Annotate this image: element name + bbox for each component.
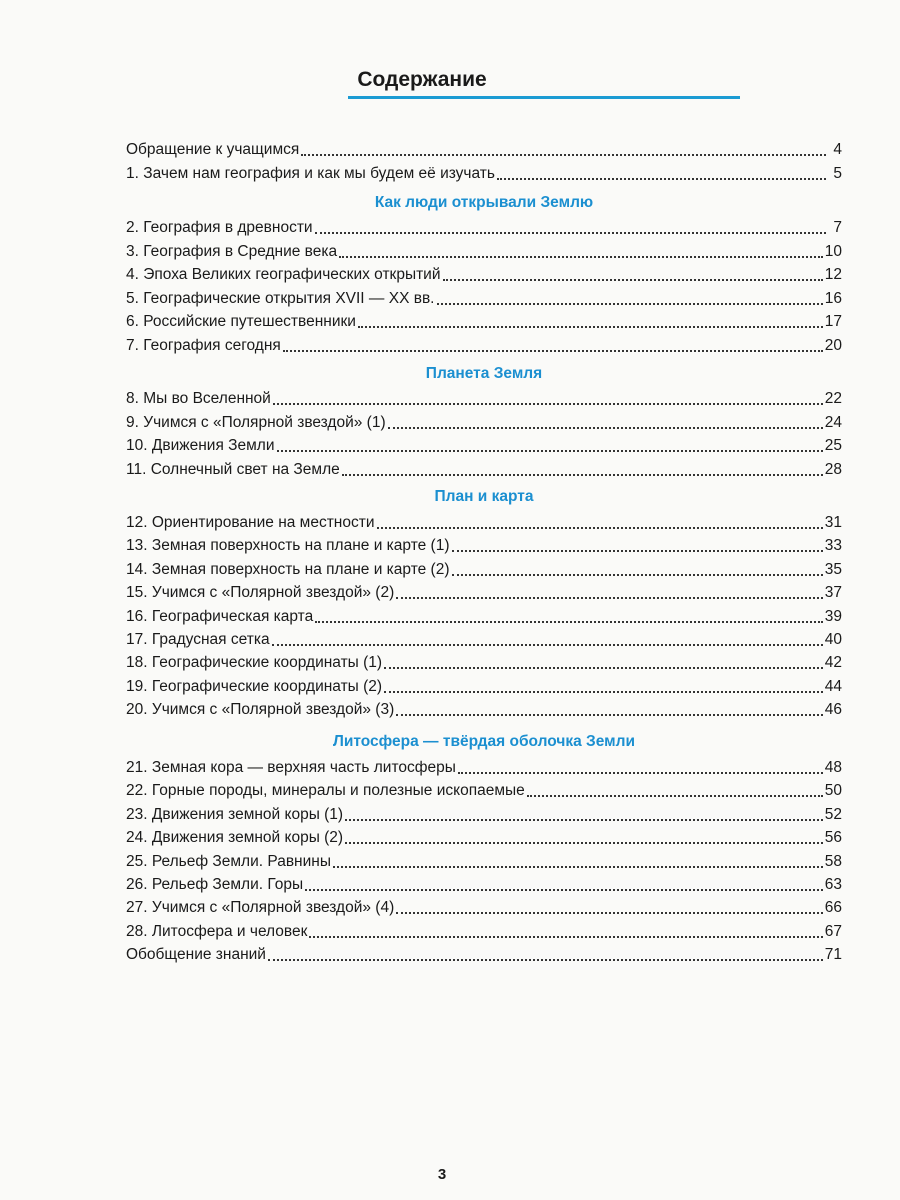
- dot-leader: [437, 303, 823, 305]
- page-number: 3: [437, 1166, 447, 1183]
- dot-leader: [339, 256, 823, 258]
- toc-entry-page: 16: [824, 289, 842, 307]
- toc-entry-page: 40: [824, 631, 842, 648]
- dot-leader: [384, 667, 823, 669]
- toc-entry-page: 71: [824, 946, 842, 964]
- section-heading: Планета Земля: [425, 365, 543, 382]
- toc-entry: [126, 435, 842, 457]
- dot-leader: [272, 644, 823, 646]
- toc-entry-title: 27. Учимся с «Полярной звездой» (4): [126, 899, 395, 917]
- dot-leader: [309, 936, 822, 938]
- dot-leader: [342, 474, 823, 476]
- toc-entry-page: 44: [824, 677, 842, 695]
- toc-entry-title: 3. География в Средние века: [126, 242, 338, 260]
- toc-entry-page: 31: [824, 514, 842, 531]
- toc-entry: [126, 459, 842, 481]
- dot-leader: [458, 772, 823, 774]
- toc-entry-title: 14. Земная поверхность на плане и карте (2): [126, 560, 450, 578]
- dot-leader: [273, 403, 823, 405]
- toc-entry-title: 21. Земная кора — верхняя часть литосферы: [126, 759, 456, 776]
- toc-entry-page: 46: [824, 701, 842, 719]
- dot-leader: [345, 842, 823, 844]
- toc-entry: [126, 699, 842, 721]
- toc-entry: [126, 804, 842, 826]
- toc-entry-page: 5: [833, 164, 842, 182]
- dot-leader: [277, 450, 823, 452]
- dot-leader: [452, 574, 823, 576]
- toc-entry-title: 22. Горные породы, минералы и полезные ископаемые: [126, 782, 525, 800]
- toc-entry-page: 10: [824, 242, 842, 260]
- toc-entry: [126, 629, 842, 651]
- toc-entry-title: Обращение к учащимся: [126, 141, 300, 158]
- toc-entry: [126, 241, 842, 263]
- toc-entry-title: 23. Движения земной коры (1): [126, 805, 344, 823]
- toc-entry: [126, 139, 842, 161]
- toc-entry: [126, 652, 842, 674]
- toc-entry: [126, 163, 842, 185]
- toc-entry-page: 39: [824, 607, 842, 625]
- section-heading: Литосфера — твёрдая оболочка Земли: [333, 733, 635, 750]
- toc-entry-title: 19. Географические координаты (2): [126, 677, 383, 695]
- toc-entry-page: 28: [824, 460, 842, 478]
- dot-leader: [396, 912, 823, 914]
- dot-leader: [301, 154, 826, 156]
- toc-entry-title: 25. Рельеф Земли. Равнины: [126, 852, 331, 870]
- toc-entry-page: 35: [824, 560, 842, 578]
- toc-entry: [126, 412, 842, 434]
- toc-entry-title: 28. Литосфера и человек: [126, 922, 308, 940]
- dot-leader: [268, 959, 823, 961]
- toc-entry: [126, 335, 842, 357]
- toc-entry-title: 5. Географические открытия XVII — XX вв.: [126, 289, 435, 307]
- toc-entry-page: 7: [833, 219, 842, 236]
- toc-entry-title: 10. Движения Земли: [126, 437, 275, 454]
- toc-entry: [126, 757, 842, 779]
- toc-entry: [126, 582, 842, 604]
- toc-entry: [126, 288, 842, 310]
- toc-entry: [126, 851, 842, 873]
- toc-entry-title: 8. Мы во Вселенной: [126, 390, 271, 407]
- toc-entry: [126, 897, 842, 919]
- toc-entry-page: 67: [824, 922, 842, 940]
- section-heading: Как люди открывали Землю: [374, 194, 594, 211]
- toc-entry-title: 20. Учимся с «Полярной звездой» (3): [126, 701, 395, 719]
- toc-entry: [126, 676, 842, 698]
- dot-leader: [443, 279, 823, 281]
- toc-entry: [126, 512, 842, 534]
- toc-entry-page: 63: [824, 876, 842, 893]
- toc-entry: [126, 559, 842, 581]
- dot-leader: [384, 691, 823, 693]
- toc-entry-page: 17: [824, 313, 842, 330]
- dot-leader: [388, 427, 823, 429]
- dot-leader: [396, 597, 823, 599]
- dot-leader: [283, 350, 823, 352]
- toc-entry: [126, 874, 842, 896]
- toc-entry: [126, 944, 842, 966]
- toc-entry-page: 37: [824, 584, 842, 602]
- toc-entry-title: 2. География в древности: [126, 219, 313, 236]
- dot-leader: [315, 232, 826, 234]
- toc-entry-page: 58: [824, 852, 842, 870]
- section-heading: План и карта: [434, 488, 534, 505]
- toc-entry-page: 48: [824, 759, 842, 776]
- toc-entry-page: 66: [824, 899, 842, 917]
- toc-entry-page: 52: [824, 805, 842, 823]
- toc-entry-page: 22: [824, 390, 842, 407]
- toc-entry-title: 9. Учимся с «Полярной звездой» (1): [126, 413, 386, 431]
- toc-entry-title: 6. Российские путешественники: [126, 313, 356, 330]
- dot-leader: [333, 866, 823, 868]
- toc-entry: [126, 311, 842, 333]
- toc-entry-title: 26. Рельеф Земли. Горы: [126, 876, 304, 893]
- page-title: Содержание: [357, 68, 487, 91]
- toc-entry-page: 24: [824, 413, 842, 431]
- dot-leader: [452, 550, 823, 552]
- toc-entry-page: 4: [833, 141, 842, 158]
- toc-entry: [126, 217, 842, 239]
- toc-entry-title: 1. Зачем нам география и как мы будем её изучать: [126, 164, 495, 182]
- toc-entry-title: 17. Градусная сетка: [126, 631, 270, 648]
- toc-entry-title: Обобщение знаний: [126, 946, 266, 964]
- dot-leader: [377, 527, 823, 529]
- dot-leader: [527, 795, 823, 797]
- toc-entry-page: 50: [824, 782, 842, 800]
- toc-entry-title: 18. Географические координаты (1): [126, 654, 383, 672]
- toc-entry-title: 12. Ориентирование на местности: [126, 514, 375, 531]
- dot-leader: [358, 326, 823, 328]
- toc-entry: [126, 780, 842, 802]
- toc-entry-page: 20: [824, 336, 842, 354]
- toc-entry-title: 4. Эпоха Великих географических открытий: [126, 266, 441, 283]
- toc-entry: [126, 921, 842, 943]
- toc-entry-title: 15. Учимся с «Полярной звездой» (2): [126, 584, 395, 602]
- dot-leader: [305, 889, 823, 891]
- title-underline: [348, 96, 740, 99]
- toc-entry: [126, 827, 842, 849]
- dot-leader: [315, 621, 823, 623]
- toc-entry-title: 13. Земная поверхность на плане и карте (1): [126, 537, 450, 555]
- toc-entry-title: 11. Солнечный свет на Земле: [126, 460, 340, 478]
- toc-entry: [126, 264, 842, 286]
- toc-entry-page: 42: [824, 654, 842, 672]
- dot-leader: [497, 178, 826, 180]
- toc-entry-title: 7. География сегодня: [126, 336, 281, 354]
- dot-leader: [345, 819, 823, 821]
- dot-leader: [396, 714, 823, 716]
- toc-entry: [126, 535, 842, 557]
- toc-entry: [126, 388, 842, 410]
- toc-entry-page: 25: [824, 437, 842, 454]
- toc-entry-title: 16. Географическая карта: [126, 607, 314, 625]
- toc-entry-page: 56: [824, 829, 842, 847]
- toc-entry-title: 24. Движения земной коры (2): [126, 829, 344, 847]
- toc-entry-page: 12: [824, 266, 842, 283]
- toc-entry: [126, 606, 842, 628]
- toc-entry-page: 33: [824, 537, 842, 555]
